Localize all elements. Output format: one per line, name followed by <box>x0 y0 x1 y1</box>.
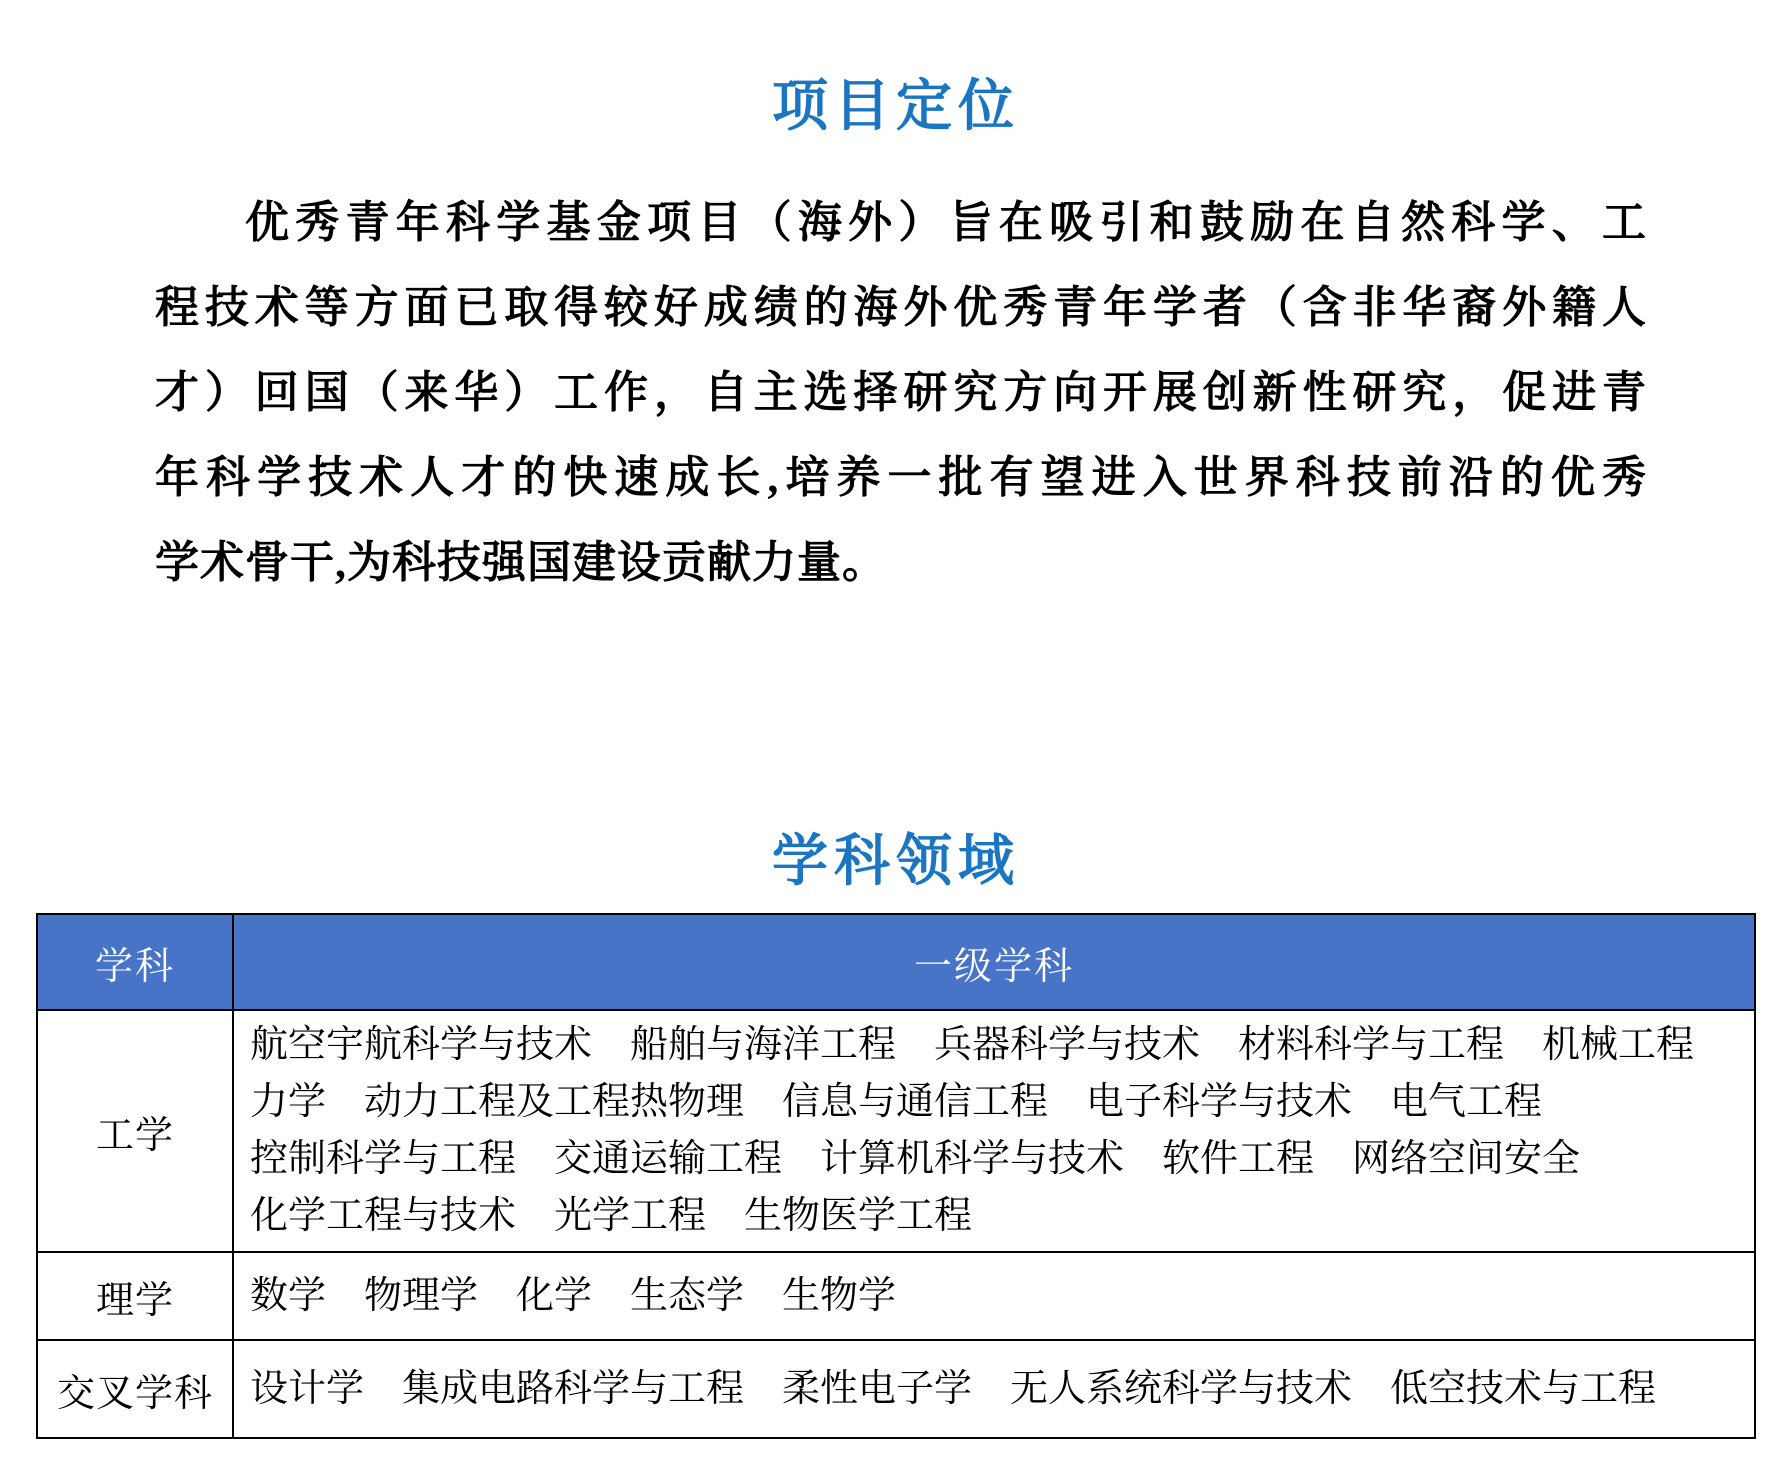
subjects-cell <box>233 1340 1755 1438</box>
table-row-engineering <box>37 1010 1755 1252</box>
paragraph-line: 才）回国（来华）工作，自主选择研究方向开展创新性研究，促进青 <box>155 368 1647 417</box>
subject-areas-table <box>36 913 1756 1439</box>
paragraph-line: 优秀青年科学基金项目（海外）旨在吸引和鼓励在自然科学、工 <box>245 198 1647 247</box>
table-header-row <box>37 914 1755 1010</box>
paragraph-line: 年科学技术人才的快速成长,培养一批有望进入世界科技前沿的优秀 <box>155 453 1647 502</box>
category-cell: 交叉学科 <box>37 1340 233 1438</box>
subjects-line: 化学工程与技术 光学工程 生物医学工程 <box>250 1195 973 1237</box>
table-row-interdisciplinary <box>37 1340 1755 1438</box>
paragraph-line: 程技术等方面已取得较好成绩的海外优秀青年学者（含非华裔外籍人 <box>155 283 1647 332</box>
subjects-line: 航空宇航科学与技术 船舶与海洋工程 兵器科学与技术 材料科学与工程 机械工程 <box>250 1024 1695 1066</box>
section-title-subject-areas: 学科领域 <box>772 831 1020 893</box>
project-positioning-paragraph <box>155 180 1647 605</box>
table-header-first-level-subject: 一级学科 <box>233 914 1755 1010</box>
table-header-subject: 学科 <box>37 914 233 1010</box>
subjects-line: 控制科学与工程 交通运输工程 计算机科学与技术 软件工程 网络空间安全 <box>250 1138 1581 1180</box>
subjects-line: 设计学 集成电路科学与工程 柔性电子学 无人系统科学与技术 低空技术与工程 <box>250 1367 1657 1410</box>
table-row-science <box>37 1252 1755 1340</box>
subjects-cell <box>233 1252 1755 1340</box>
subjects-line: 数学 物理学 化学 生态学 生物学 <box>250 1274 897 1317</box>
paragraph-line: 学术骨干,为科技强国建设贡献力量。 <box>155 538 887 587</box>
category-cell: 工学 <box>37 1010 233 1252</box>
subjects-line: 力学 动力工程及工程热物理 信息与通信工程 电子科学与技术 电气工程 <box>250 1081 1543 1123</box>
category-cell: 理学 <box>37 1252 233 1340</box>
subjects-cell <box>233 1010 1755 1252</box>
section-title-project-positioning: 项目定位 <box>772 76 1020 138</box>
